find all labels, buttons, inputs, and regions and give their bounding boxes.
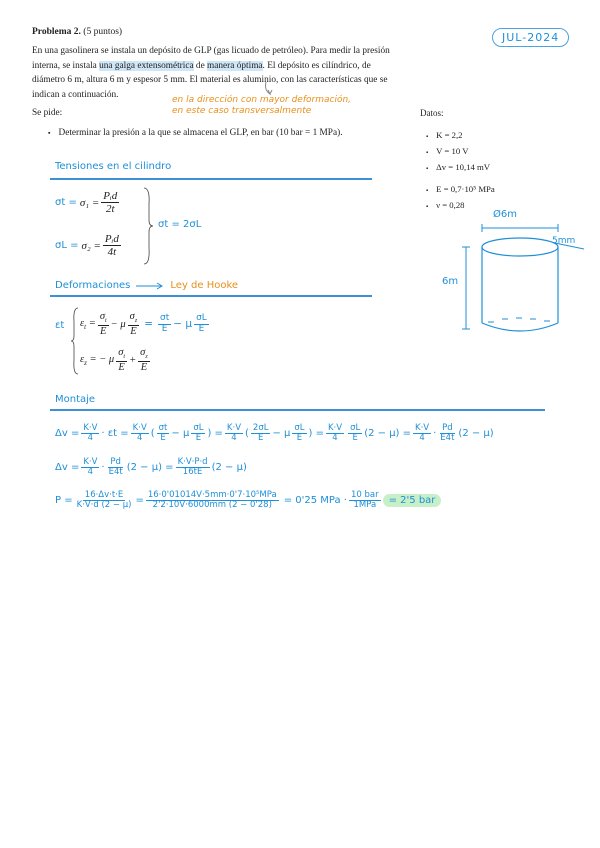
problem-number: Problema 2. [32, 27, 81, 37]
section-divider [50, 409, 545, 411]
problem-points: (5 puntos) [83, 27, 123, 37]
montaje-eq-2: Δv = $\frac{K\cdot V}{4}$ · $\frac{Pd}{E4t}$ (2 − μ) = $\frac{K\cdot V\cdot P\cdot d}{16tE}$ (2 − μ) [55, 457, 247, 478]
highlight-optimal: manera óptima [207, 60, 263, 71]
height-label: 6m [442, 276, 459, 287]
datos-label: Datos: [420, 108, 444, 118]
montaje-eq-1: Δv = $\frac{K\cdot V}{4}$ · εt = $\frac{K\cdot V}{4}$ ( $\frac{\sigma t}{E}$ − μ $\frac{\sigma L}{E}$ ) = $\frac{K\cdot V}{4}$ ( $\frac{2\sigma L}{E}$ − μ $\frac{\sigma L}{E}$ ) = $\frac{K\cdot V}{4}$ $\frac{\sigma L}{E}$ (2 − μ) = $\frac{K\cdot V}{4}$ · $\frac{Pd}{E4t}$ (2 − μ) [55, 423, 494, 444]
statement-line-4: indican a continuación. [32, 89, 119, 100]
datos-item: ▪ E = 0,7·10⁵ MPa [426, 184, 495, 194]
date-badge: JUL-2024 [492, 28, 569, 47]
statement-line-3: diámetro 6 m, altura 6 m y espesor 5 mm. El material es aluminio, con las características que se [32, 75, 388, 85]
problem-statement [32, 44, 452, 102]
result-highlight: = 2'5 bar [383, 494, 442, 507]
datos-item: ▪ V = 10 V [426, 146, 469, 156]
section-divider [50, 295, 372, 297]
montaje-eq-3: P = $\frac{16\cdot\Delta v\cdot t\cdot E}{K\cdot V\cdot d (2 - \mu)}$ = $\frac{\text{16·0'01014V·5mm·0'7·10⁵MPa}}{2'2\cdot 10V\cdot 6000mm (2 - 0'28)}$ = 0'25 MPa · $\frac{\text{10 bar}}{\text{1MPa}}$ = 2'5 bar [55, 491, 441, 511]
left-brace-icon [70, 306, 80, 376]
problem-title [32, 27, 122, 37]
task-item: ▪ Determinar la presión a la que se almacena el GLP, en bar (10 bar = 1 MPa). [48, 128, 343, 138]
strain-t-eq: $\varepsilon_t$ = $\frac{\sigma_t}{E}$ − μ $\frac{\sigma_z}{E}$ = $\frac{\sigma t}{E}$ − μ $\frac{\sigma L}{E}$ [80, 311, 207, 337]
strain-t-symbol: εt [55, 320, 65, 331]
statement-line-2: interna, se instala una galga extensométrica de manera óptima. El depósito es cilíndrico, de [32, 60, 371, 71]
datos-item: ▪ K = 2,2 [426, 130, 463, 140]
arrow-right-icon [136, 282, 164, 290]
statement-line-1: En una gasolinera se instala un depósito de GLP (gas licuado de petróleo). Para medir la presión [32, 46, 390, 56]
datos-item: ▪ Δv = 10,14 mV [426, 162, 491, 172]
datos-list [426, 128, 495, 214]
hooke-law-label: Ley de Hooke [170, 280, 239, 291]
highlight-strain-gauge: una galga extensométrica [99, 60, 194, 71]
bullet-icon: ▪ [48, 129, 51, 137]
section-deformaciones-title: Deformaciones Ley de Hooke [55, 280, 239, 291]
datos-item: ▪ ν = 0,28 [426, 200, 465, 210]
section-tensiones-title: Tensiones en el cilindro [55, 161, 172, 172]
handwritten-annotation: en la dirección con mayor deformación, en este caso transversalmente [172, 95, 352, 116]
strain-z-eq: $\varepsilon_z$ = − μ $\frac{\sigma_t}{E}$ + $\frac{\sigma_z}{E}$ [80, 347, 148, 373]
axial-stress-eq: σL = σ₂ = $\frac{\text{Pᵢd}}{4t}$ [55, 233, 119, 259]
se-pide-label: Se pide: [32, 108, 63, 118]
stress-relation: σt = 2σL [158, 219, 202, 230]
hoop-stress-eq: σt = σ₁ = $\frac{\text{Pᵢd}}{2t}$ [55, 190, 118, 216]
cylinder-diagram [436, 205, 586, 340]
thickness-label: 5mm [552, 236, 576, 246]
section-divider [50, 178, 372, 180]
right-brace-icon [142, 186, 154, 266]
diameter-label: Ø6m [493, 209, 517, 220]
annotation-arrow-icon [262, 80, 278, 98]
section-montaje-title: Montaje [55, 394, 96, 405]
